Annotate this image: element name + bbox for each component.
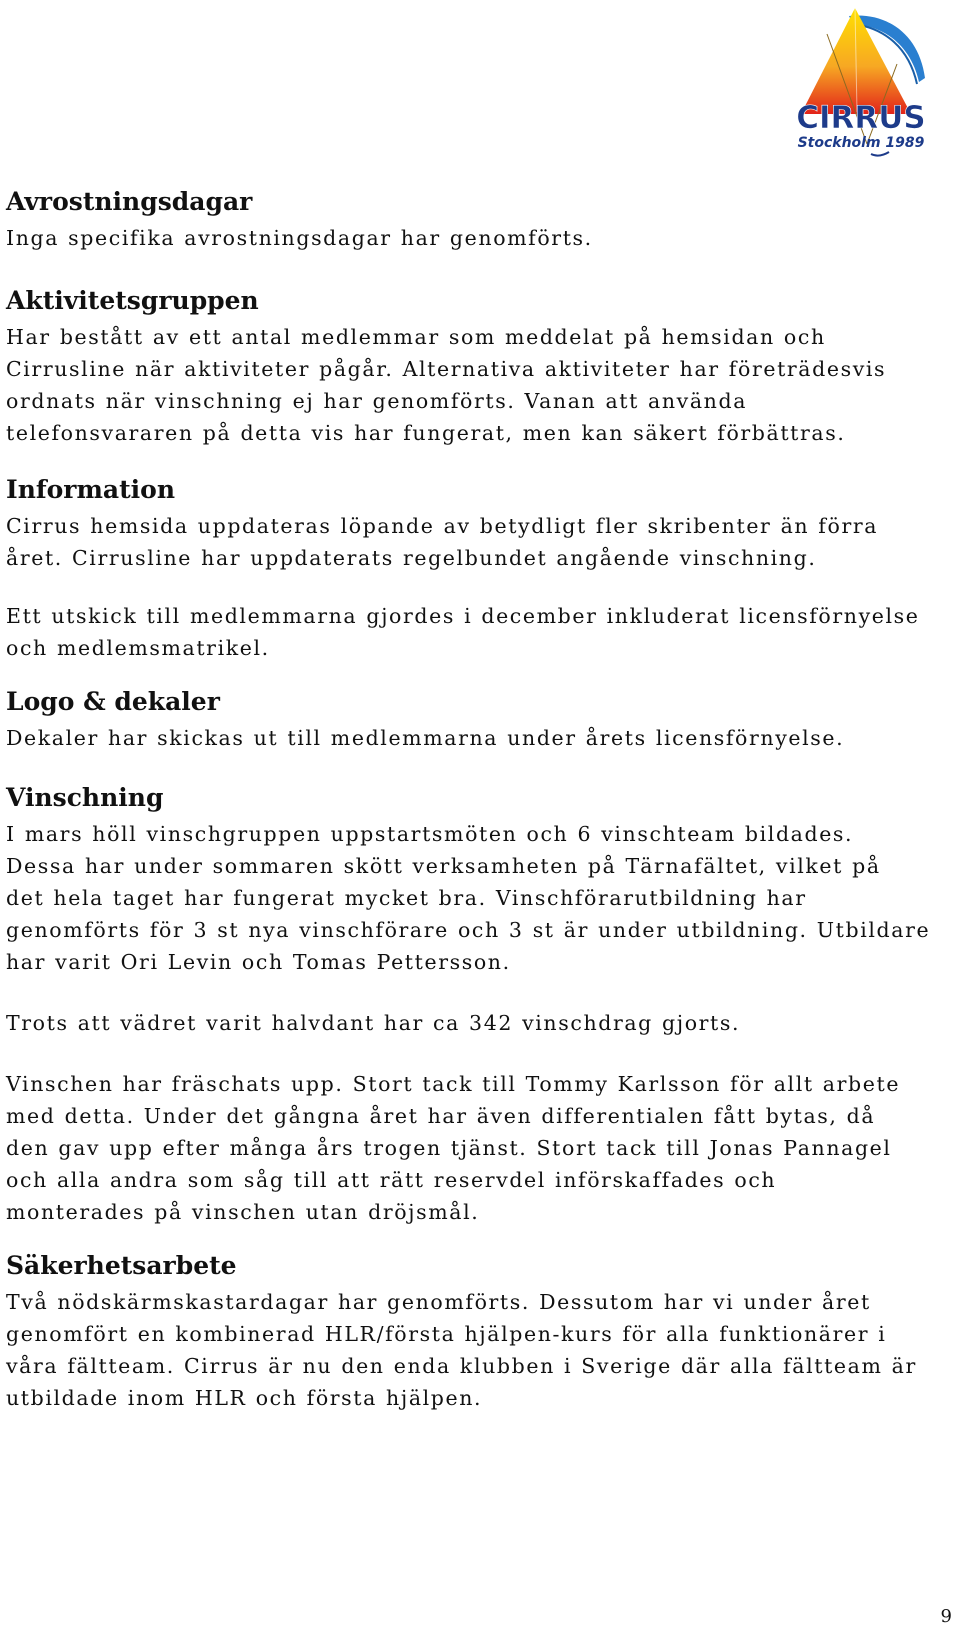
section-information xyxy=(6,474,956,664)
section-heading: Information xyxy=(6,475,176,504)
paragraph-line: Trots att vädret varit halvdant har ca 342 vinschdrag gjorts. xyxy=(6,1011,741,1035)
paragraph-line: våra fältteam. Cirrus är nu den enda klubben i Sverige där alla fältteam är xyxy=(6,1354,917,1378)
paragraph-line: I mars höll vinschgruppen uppstartsmöten och 6 vinschteam bildades. xyxy=(6,822,854,846)
paragraph-line: med detta. Under det gångna året har även differentialen fått bytas, då xyxy=(6,1104,876,1128)
paragraph-line: och alla andra som såg till att rätt reservdel införskaffades och xyxy=(6,1168,777,1192)
paragraph-line: monterades på vinschen utan dröjsmål. xyxy=(6,1200,480,1224)
cirrus-logo xyxy=(787,4,937,170)
section-heading: Avrostningsdagar xyxy=(6,187,253,216)
logo-wordmark: CIRRUS xyxy=(796,100,926,136)
page-number: 9 xyxy=(940,1606,952,1627)
paragraph-line: den gav upp efter många års trogen tjänst. Stort tack till Jonas Pannagel xyxy=(6,1136,892,1160)
paragraph-line: Har bestått av ett antal medlemmar som meddelat på hemsidan och xyxy=(6,325,826,349)
document-body xyxy=(6,186,956,1414)
paragraph-line: det hela taget har fungerat mycket bra. Vinschförarutbildning har xyxy=(6,886,807,910)
logo-subtitle: Stockholm 1989 xyxy=(797,135,925,151)
section-heading: Logo & dekaler xyxy=(6,687,220,716)
paragraph-line: har varit Ori Levin och Tomas Pettersson. xyxy=(6,950,511,974)
paragraph-line: Dessa har under sommaren skött verksamheten på Tärnafältet, vilket på xyxy=(6,854,881,878)
paragraph-line: Ett utskick till medlemmarna gjordes i december inkluderat licensförnyelse xyxy=(6,604,920,628)
paragraph-line: Dekaler har skickas ut till medlemmarna under årets licensförnyelse. xyxy=(6,726,845,750)
paragraph-line: Cirrus hemsida uppdateras löpande av betydligt fler skribenter än förra xyxy=(6,514,879,538)
section-heading: Vinschning xyxy=(6,783,164,812)
paragraph-line: Cirrusline när aktiviteter pågår. Alternativa aktiviteter har företrädesvis xyxy=(6,357,887,381)
paragraph-line: Inga specifika avrostningsdagar har genomförts. xyxy=(6,226,593,250)
paragraph-line: genomfört en kombinerad HLR/första hjälpen-kurs för alla funktionärer i xyxy=(6,1322,887,1346)
paragraph-line: och medlemsmatrikel. xyxy=(6,636,270,660)
section-logo-dekaler xyxy=(6,686,956,754)
section-sakerhetsarbete xyxy=(6,1250,956,1414)
paragraph-line: året. Cirrusline har uppdaterats regelbundet angående vinschning. xyxy=(6,546,817,570)
section-vinschning xyxy=(6,782,956,1228)
section-avrostningsdagar xyxy=(6,186,956,254)
paragraph-line: Vinschen har fräschats upp. Stort tack till Tommy Karlsson för allt arbete xyxy=(6,1072,901,1096)
section-aktivitetsgruppen xyxy=(6,285,956,449)
section-heading: Säkerhetsarbete xyxy=(6,1251,237,1280)
paragraph-line: utbildade inom HLR och första hjälpen. xyxy=(6,1386,483,1410)
paragraph-line: ordnats när vinschning ej har genomförts. Vanan att använda xyxy=(6,389,748,413)
paragraph-line: genomförts för 3 st nya vinschförare och 3 st är under utbildning. Utbildare xyxy=(6,918,931,942)
paragraph-line: telefonsvararen på detta vis har fungerat, men kan säkert förbättras. xyxy=(6,421,846,445)
section-heading: Aktivitetsgruppen xyxy=(6,286,259,315)
paragraph-line: Två nödskärmskastardagar har genomförts. Dessutom har vi under året xyxy=(6,1290,871,1314)
